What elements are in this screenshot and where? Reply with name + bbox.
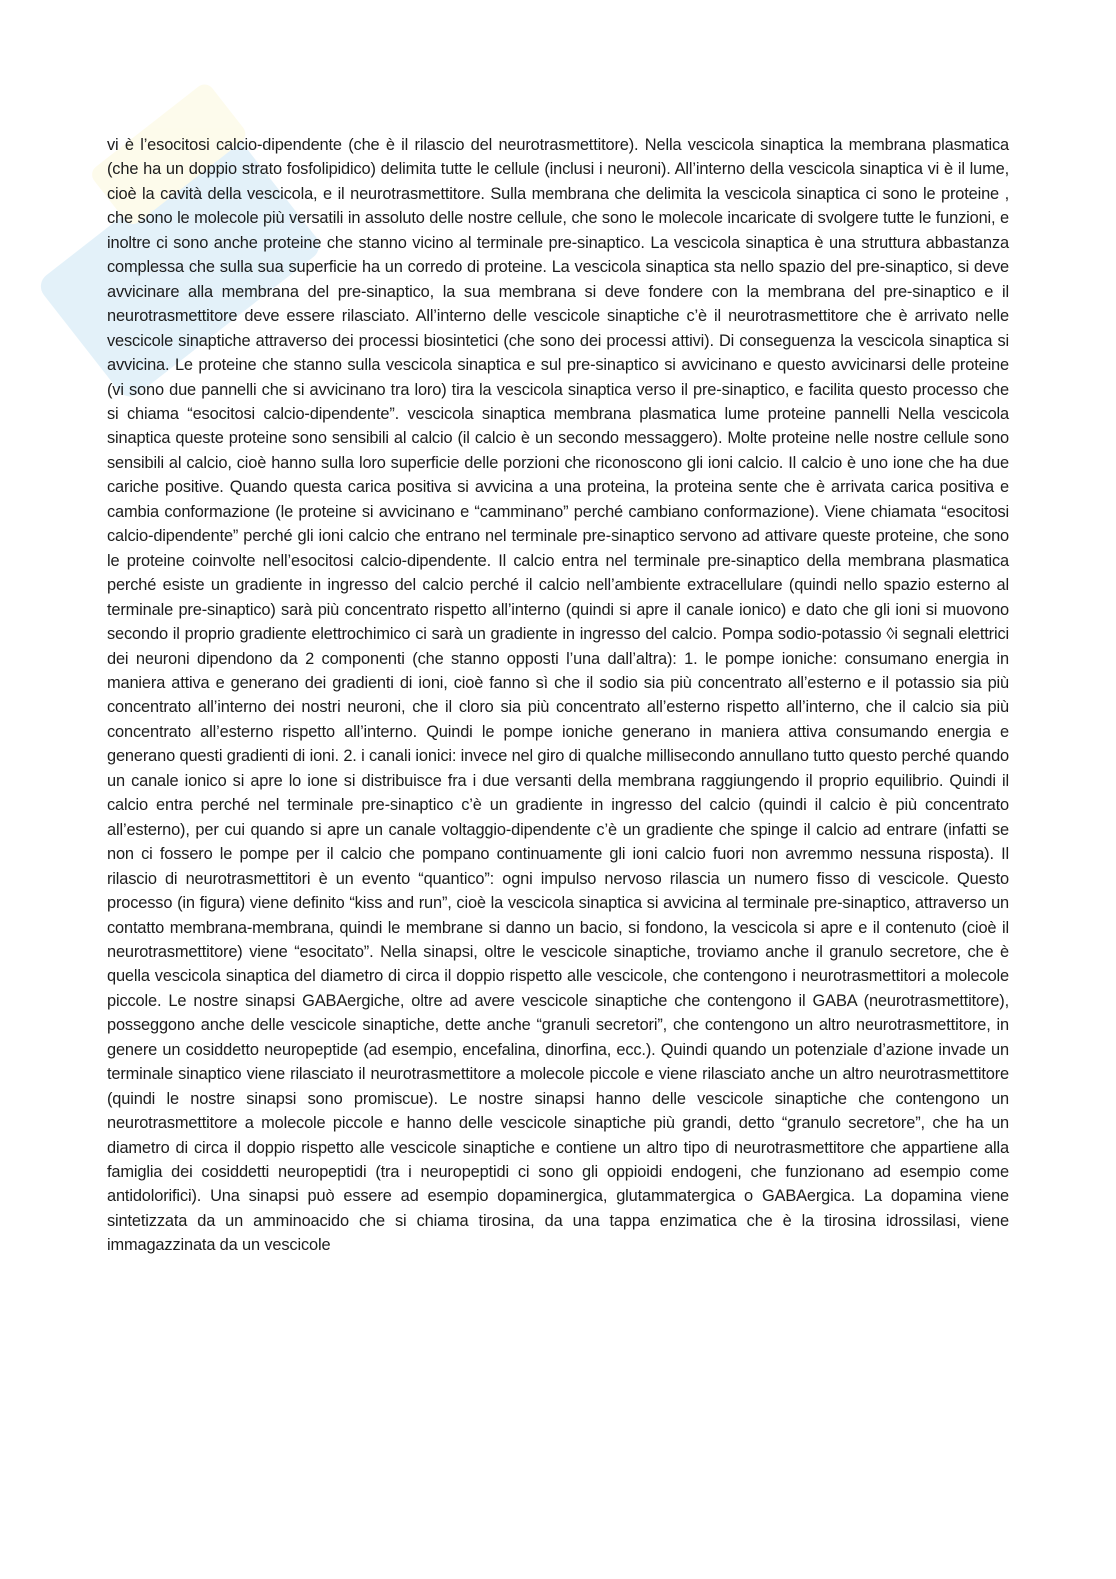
watermark-text: Appunti: [63, 164, 298, 370]
document-body-text: vi è l’esocitosi calcio-dipendente (che è il rilascio del neurotrasmettitore). Nella vescicola sinaptica la membrana plasmatica (che ha un doppio strato fosfolipidico) delimita tutte le cellule (inclusi i neuroni). All’interno della vescicola sinaptica vi è il lume, cioè la cavità della vescicola, e il neurotrasmettitore. Sulla membrana che delimita la vescicola sinaptica ci sono le proteine , che sono le molecole più versatili in assoluto delle nostre cellule, che sono le molecole incaricate di svolgere tutte le funzioni, e inoltre ci sono anche proteine che stanno vicino al terminale pre-sinaptico. La vescicola sinaptica è una struttura abbastanza complessa che sulla sua superficie ha un corredo di proteine. La vescicola sinaptica sta nello spazio del pre-sinaptico, si deve avvicinare alla membrana del pre-sinaptico, la sua membrana si deve fondere con la membrana del pre-sinaptico e il neurotrasmettitore deve essere rilasciato. All’interno delle vescicole sinaptiche c’è il neurotrasmettitore che è arrivato nelle vescicole sinaptiche attraverso dei processi biosintetici (che sono dei processi attivi). Di conseguenza la vescicola sinaptica si avvicina. Le proteine che stanno sulla vescicola sinaptica e sul pre-sinaptico si avvicinano e questo avvicinarsi delle proteine (vi sono due pannelli che si avvicinano tra loro) tira la vescicola sinaptica verso il pre-sinaptico, e facilita questo processo che si chiama “esocitosi calcio-dipendente”. vescicola sinaptica membrana plasmatica lume proteine pannelli Nella vescicola sinaptica queste proteine sono sensibili al calcio (il calcio è un secondo messaggero). Molte proteine nelle nostre cellule sono sensibili al calcio, cioè hanno sulla loro superficie delle porzioni che riconoscono gli ioni calcio. Il calcio è uno ione che ha due cariche positive. Quando questa carica positiva si avvicina a una proteina, la proteina sente che è arrivata carica positiva e cambia conformazione (le proteine si avvicinano e “camminano” perché cambiano conformazione). Viene chiamata “esocitosi calcio-dipendente” perché gli ioni calcio che entrano nel terminale pre-sinaptico servono ad attivare queste proteine, che sono le proteine coinvolte nell’esocitosi calcio-dipendente. Il calcio entra nel terminale pre-sinaptico della membrana plasmatica perché esiste un gradiente in ingresso del calcio perché il calcio nell’ambiente extracellulare (quindi nello spazio esterno al terminale pre-sinaptico) sarà più concentrato rispetto all’interno (quindi si apre il canale ionico) e dato che gli ioni si muovono secondo il proprio gradiente elettrochimico ci sarà un gradiente in ingresso del calcio. Pompa sodio-potassio ◊i segnali elettrici dei neuroni dipendono da 2 componenti (che stanno opposti l’una dall’altra): 1. le pompe ioniche: consumano energia in maniera attiva e generano dei gradienti di ioni, cioè fanno sì che il sodio sia più concentrato all’esterno e il potassio sia più concentrato all’interno dei nostri neuroni, che il cloro sia più concentrato all’esterno rispetto all’interno, che il calcio sia più concentrato all’esterno rispetto all’interno. Quindi le pompe ioniche generano in maniera attiva consumando energia e generano questi gradienti di ioni. 2. i canali ionici: invece nel giro di qualche millisecondo annullano tutto questo perché quando un canale ionico si apre lo ione si distribuisce fra i due versanti della membrana raggiungendo il proprio equilibrio. Quindi il calcio entra perché nel terminale pre-sinaptico c’è un gradiente in ingresso del calcio (quindi il calcio è più concentrato all’esterno), per cui quando si apre un canale voltaggio-dipendente c’è un gradiente che spinge il calcio ad entrare (infatti se non ci fossero le pompe per il calcio che pompano continuamente gli ioni calcio fuori non avremmo nessuna risposta). Il rilascio di neurotrasmettitori è un evento “quantico”: ogni impulso nervoso rilascia un numero fisso di vescicole. Questo processo (in figura) viene definito “kiss and run”, cioè la vescicola sinaptica si avvicina al terminale pre-sinaptico, attraverso un contatto membrana-membrana, quindi le membrane si danno un bacio, si fondono, la vescicola si apre e il contenuto (cioè il neurotrasmettitore) viene “esocitato”. Nella sinapsi, oltre le vescicole sinaptiche, troviamo anche il granulo secretore, che è quella vescicola sinaptica del diametro di circa il doppio rispetto alle vescicole, che contengono i neurotrasmettitori a molecole piccole. Le nostre sinapsi GABAergiche, oltre ad avere vescicole sinaptiche che contengono il GABA (neurotrasmettitore), posseggono anche delle vescicole sinaptiche, dette anche “granuli secretori”, che contengono un altro neurotrasmettitore, in genere un cosiddetto neuropeptide (ad esempio, encefalina, dinorfina, ecc.). Quindi quando un potenziale d’azione invade un terminale sinaptico viene rilasciato il neurotrasmettitore a molecole piccole e viene rilasciato anche un altro neurotrasmettitore (quindi le nostre sinapsi sono promiscue). Le nostre sinapsi hanno delle vescicole sinaptiche che contengono un neurotrasmettitore a molecole piccole e hanno delle vescicole sinaptiche più grandi, detto “granulo secretore”, che ha un diametro di circa il doppio rispetto alle vescicole sinaptiche e contiene un altro tipo di neurotrasmettitore che appartiene alla famiglia dei cosiddetti neuropeptidi (tra i neuropeptidi ci sono gli oppioidi endogeni, che funzionano ad esempio come antidolorifici). Una sinapsi può essere ad esempio dopaminergica, glutammatergica o GABAergica. La dopamina viene sintetizzata da un amminoacido che si chiama tirosina, da una tappa enzimatica che è la tirosina idrossilasi, viene immagazzinata da un vescicole: [107, 136, 1009, 1255]
